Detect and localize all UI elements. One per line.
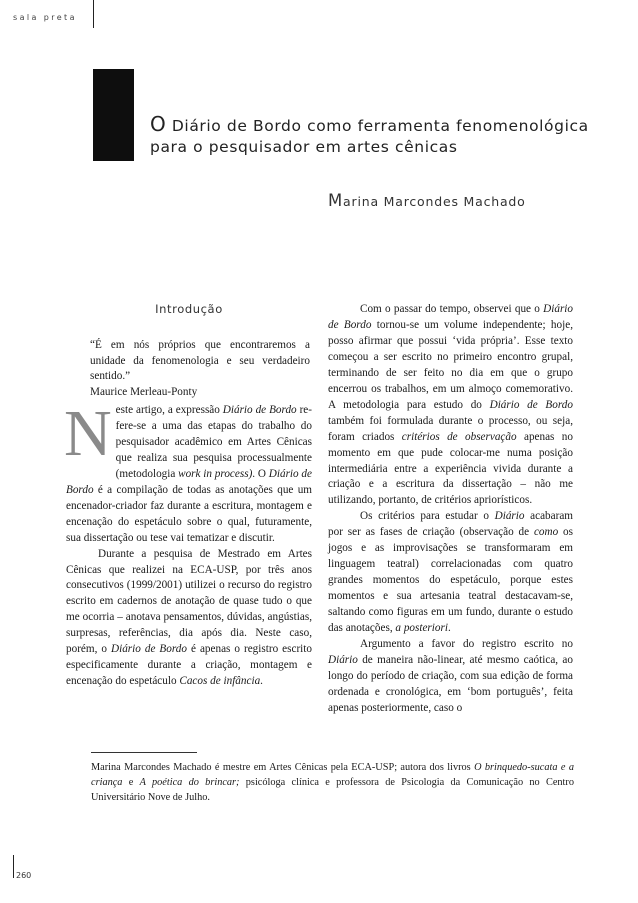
footnote-rule <box>91 752 197 753</box>
text-run: Com o passar do tempo, observei que o <box>360 303 544 315</box>
italic-run: como <box>533 526 559 539</box>
italic-run: Diário de Bordo <box>489 398 573 411</box>
text-run: de maneira não-linear, até mesmo caótica, ao longo do período de criação, com sua edição de forma ordenada e cronológica, em ‘bom português’, feita apenas posteriormente, caso o <box>328 653 573 714</box>
italic-run: a posteriori <box>395 622 448 635</box>
running-head: sala preta <box>13 13 77 22</box>
italic-run: Cacos de infância <box>179 675 261 688</box>
article-title <box>150 114 620 158</box>
italic-run: Diário de Bordo <box>111 643 187 656</box>
text-run: acabaram por ser as fases de criação (observação de <box>328 510 573 539</box>
text-run: e <box>122 777 140 788</box>
author-initial: M <box>328 191 344 210</box>
author-name <box>328 191 526 210</box>
paragraph <box>66 547 312 691</box>
italic-run: work in process) <box>178 467 253 480</box>
text-run: Argumento a favor do registro escrito no <box>360 638 573 651</box>
left-column <box>64 397 312 690</box>
italic-run: Diário <box>328 653 358 666</box>
section-heading: Introdução <box>155 302 223 316</box>
paragraph <box>328 509 573 637</box>
text-run: . O <box>252 467 269 480</box>
drop-cap: N <box>64 397 112 470</box>
title-line-2: para o pesquisador em artes cênicas <box>150 138 458 156</box>
title-initial: O <box>150 112 167 136</box>
paragraph <box>328 302 573 509</box>
text-run: é apenas o registro escrito especificamente durante a criação, montagem e encenação do espetáculo <box>66 643 312 688</box>
title-line-1: Diário de Bordo como ferramenta fenomenológica <box>171 117 589 135</box>
text-run: apenas no momento em que pude colocar-me numa posição intermediária entre a experiência vivida durante a criação e a escritura da dissertação – não me utilizando, portanto, de critérios apriorísticos. <box>328 430 573 507</box>
footnote <box>91 760 574 805</box>
text-run: . <box>260 675 263 688</box>
italic-run: Diário de Bordo <box>66 467 312 496</box>
text-run: os jogos e as improvisações se transformaram em linguagem teatral) correlacionadas com quatro grandes momentos do espetáculo, porque estes momentos e sua artesania teatral destacavam-se, saltando como figuras em um fundo, durante o estudo das anotações, <box>328 526 573 635</box>
epigraph-author: Maurice Merleau-Ponty <box>90 385 198 398</box>
text-run: tornou-se um volume independente; hoje, posso afirmar que possui ‘vida própria’. Esse texto começou a ser escrito no primeiro encontro grupal, terminando de ser feito no dia em que o grupo encerrou os trabalhos, em um almoço comemorativo. A metodologia para estudo do <box>328 318 573 411</box>
text-run: Durante a pesquisa de Mestrado em Artes Cênicas que realizei na ECA-USP, por três anos consecutivos (1999/2001) utilizei o recurso do registro escrito em cadernos de anotação de quase tudo o que me ocorria – anotava pensamentos, dúvidas, angústias, surpresas, referências, dia após dia. Neste caso, porém, o <box>66 547 312 656</box>
page-number: 260 <box>16 871 32 880</box>
decorative-black-block <box>93 69 134 161</box>
text-run: é a compilação de todas as anotações que um encenador-criador faz durante a escritura, montagem e encenação do espetáculo sobre o qual, futuramente, sua dissertação ou tese vai tematizar e discutir. <box>66 483 312 544</box>
page-number-rule <box>13 855 14 878</box>
text-run: psicóloga clínica e professora de Psicologia da Comunicação no Centro Universitário Nove de Julho. <box>91 777 574 803</box>
text-run: re-fere-se a uma das etapas do trabalho do pesquisador acadêmico em Artes Cênicas que realiza sua pesquisa processualmente (metodologia <box>115 404 312 480</box>
text-run: Os critérios para estudar o <box>360 510 495 523</box>
italic-run: Diário <box>494 510 525 523</box>
italic-run: Diário de Bordo <box>222 404 297 416</box>
text-run: também foi formulada durante o processo, ou seja, foram criados <box>328 414 573 443</box>
italic-run: critérios de observação <box>401 430 517 443</box>
right-column <box>328 302 573 717</box>
italic-run: Diário de Bordo <box>328 303 573 331</box>
epigraph-quote: “É em nós próprios que encontraremos a unidade da fenomenologia e seu verdadeiro sentido.” <box>90 339 310 383</box>
italic-run: O brinquedo-sucata e a criança <box>91 762 574 788</box>
text-run: este artigo, a expressão <box>115 404 223 416</box>
author-name-rest: arina Marcondes Machado <box>343 194 526 209</box>
italic-run: A poética do brincar; <box>139 777 240 788</box>
text-run: . <box>447 622 451 635</box>
top-vertical-rule <box>93 0 94 28</box>
paragraph <box>328 637 573 717</box>
text-run: Marina Marcondes Machado é mestre em Artes Cênicas pela ECA-USP; autora dos livros <box>91 762 475 773</box>
epigraph <box>90 338 310 400</box>
